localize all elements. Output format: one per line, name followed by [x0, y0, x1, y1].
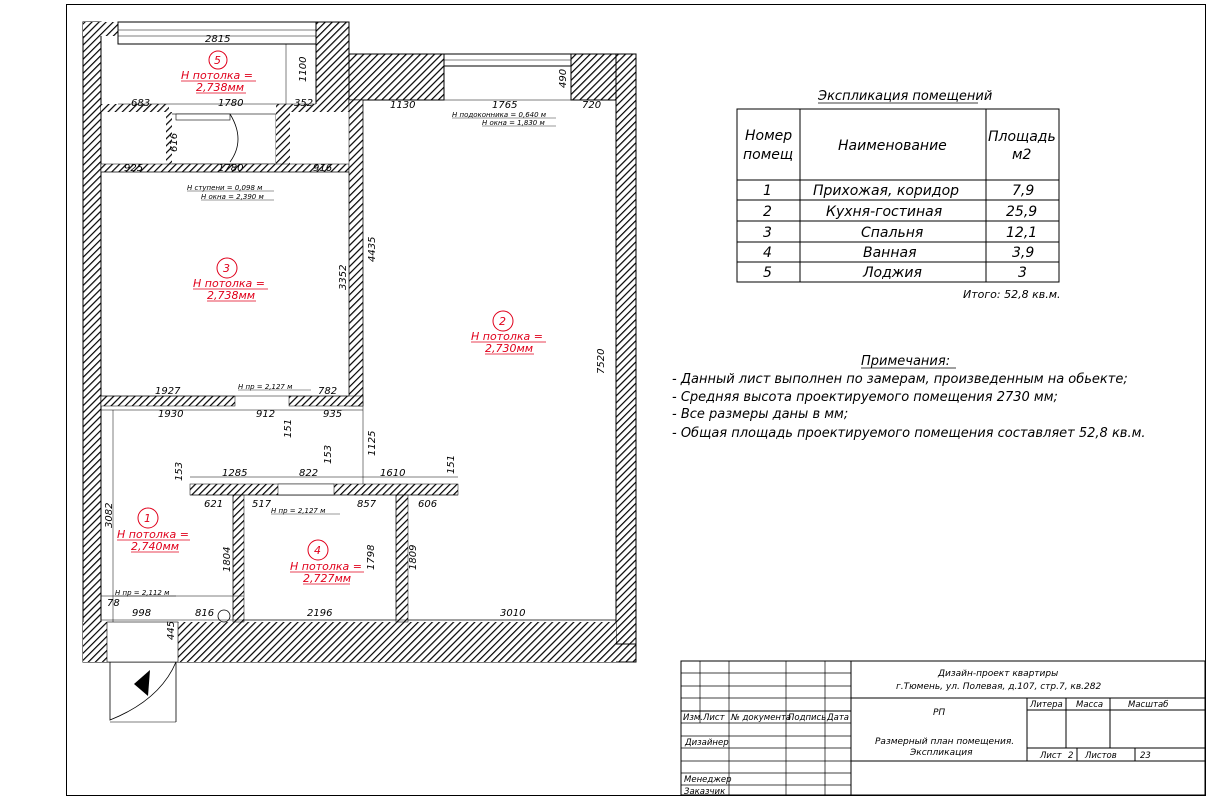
- dim-mid-151: 151: [283, 418, 294, 438]
- dim-bot-998: 998: [132, 608, 152, 619]
- dim-k-c: 720: [582, 100, 602, 111]
- notes: [672, 354, 1146, 441]
- dim-k-h1: 4435: [367, 236, 378, 262]
- row4-name: Ванная: [863, 245, 917, 261]
- stamp-col-date: Дата: [827, 713, 850, 723]
- wall-bed-right: [349, 100, 363, 406]
- wall-right: [616, 54, 636, 662]
- wall-bath-left: [233, 495, 244, 622]
- room-num-5: 5: [214, 54, 221, 67]
- row4-num: 4: [763, 245, 772, 261]
- room-label-2: [471, 311, 546, 355]
- dim-mid-b: 912: [256, 409, 276, 420]
- wall-bed-bottom-l: [101, 396, 235, 406]
- explication-total: Итого: 52,8 кв.м.: [963, 288, 1061, 301]
- row1-name: Прихожая, коридор: [813, 183, 960, 199]
- dim-p-153b: 153: [323, 444, 334, 464]
- entrance-arrow-icon: [134, 670, 150, 696]
- dim-k-b: 1765: [492, 100, 518, 111]
- room-height-label-5: H потолка =: [181, 69, 253, 82]
- wall-bottom-mid: [178, 622, 616, 662]
- stamp-litera: Литера: [1030, 700, 1063, 710]
- room-height-value-1: 2,740мм: [131, 540, 180, 553]
- dim-k-h2: 7520: [596, 348, 607, 374]
- note-opening-b: H пр = 2,127 м: [238, 383, 293, 391]
- wall-loggia-right: [316, 22, 349, 110]
- stamp-sheet-title-1: Размерный план помещения.: [875, 737, 1015, 747]
- stamp-customer: Заказчик: [684, 787, 726, 797]
- room-height-value-5: 2,738мм: [196, 81, 245, 94]
- dim-mid-1125: 1125: [367, 430, 378, 456]
- row1-area: 7,9: [1012, 183, 1035, 199]
- row3-name: Спальня: [861, 225, 924, 241]
- dim-bot-816: 816: [195, 608, 215, 619]
- dim-loggia-c: 352: [294, 98, 314, 109]
- dim-p-1610: 1610: [380, 468, 406, 479]
- title-block: [681, 661, 1205, 797]
- dim-door-616: 616: [169, 132, 180, 152]
- dim-bed-h: 3352: [338, 264, 349, 290]
- room-num-1: 1: [144, 512, 151, 525]
- col-header-number-2: помещ: [743, 147, 794, 163]
- dim-e-445: 445: [166, 620, 177, 640]
- room-height-label-1: H потолка =: [117, 528, 189, 541]
- wall-bath-right: [396, 495, 408, 622]
- wall-top-loggia: [83, 22, 118, 36]
- dim-b-857: 857: [357, 499, 377, 510]
- room-height-label-3: H потолка =: [193, 277, 265, 290]
- dim-b-517: 517: [252, 499, 272, 510]
- dim-bot-3010: 3010: [500, 608, 526, 619]
- col-header-area: Площадь: [988, 129, 1056, 145]
- note-sill: H подоконника = 0,640 м: [452, 111, 547, 119]
- stamp-col-list: Лист: [703, 713, 725, 723]
- dim-loggia-w: 2815: [205, 34, 231, 45]
- explication: [737, 89, 1061, 301]
- stamp-lists-label: Листов: [1085, 751, 1117, 761]
- room-label-5: [181, 51, 256, 94]
- dim-p-1285: 1285: [222, 468, 248, 479]
- dim-bed-bot-a: 1927: [155, 386, 181, 397]
- row1-num: 1: [763, 183, 772, 199]
- dim-b-621: 621: [204, 499, 224, 510]
- dim-hall-h: 3082: [104, 502, 115, 528]
- dim-p-822: 822: [299, 468, 319, 479]
- row3-area: 12,1: [1006, 225, 1038, 241]
- note-opening-bath: H пр = 2,127 м: [271, 507, 326, 515]
- loggia-door-frame: [169, 114, 276, 164]
- stamp-mass: Масса: [1076, 700, 1104, 710]
- room-label-4: [290, 540, 364, 585]
- room-num-4: 4: [314, 544, 321, 557]
- row2-name: Кухня-гостиная: [826, 204, 943, 220]
- wall-bottom-left: [83, 622, 107, 662]
- stamp-lists-num: 23: [1140, 751, 1151, 761]
- stamp-col-sign: Подпись: [788, 713, 827, 723]
- note-item-3: - Все размеры даны в мм;: [672, 407, 849, 422]
- dim-bed-bot-b: 782: [318, 386, 338, 397]
- dim-k-a: 1130: [390, 100, 416, 111]
- notes-title: Примечания:: [861, 354, 951, 369]
- dim-loggia-a: 683: [131, 98, 151, 109]
- col-header-name: Наименование: [838, 138, 947, 154]
- stamp-manager: Менеджер: [684, 775, 732, 785]
- note-item-2: - Средняя высота проектируемого помещения 2730 мм;: [672, 390, 1058, 405]
- note-step: H ступени = 0,098 м: [187, 184, 263, 192]
- row3-num: 3: [763, 225, 772, 241]
- row5-area: 3: [1018, 265, 1027, 281]
- room-num-2: 2: [499, 315, 506, 328]
- dim-loggia-h: 1100: [298, 56, 309, 82]
- room-height-value-3: 2,738мм: [207, 289, 256, 302]
- dim-mid-c: 935: [323, 409, 343, 420]
- room-num-3: 3: [223, 262, 230, 275]
- note-item-1: - Данный лист выполнен по замерам, произведенным на обьекте;: [672, 372, 1128, 387]
- dim-bed-a: 925: [124, 163, 144, 174]
- dim-b-606: 606: [418, 499, 438, 510]
- wall-bed-bottom-r: [289, 396, 363, 406]
- stamp-col-izm: Изм.: [683, 713, 703, 723]
- wall-top: [349, 54, 444, 100]
- stamp-designer: Дизайнер: [685, 738, 729, 748]
- dim-e-78: 78: [107, 598, 120, 609]
- stamp-col-doc: № документа: [731, 713, 792, 723]
- room-label-3: [193, 258, 268, 302]
- explication-title: Экспликация помещений: [818, 89, 993, 104]
- dim-bed-b: 1780: [218, 163, 244, 174]
- dim-bed-c: 916: [313, 163, 333, 174]
- room-height-label-2: H потолка =: [471, 330, 543, 343]
- note-window-k: H окна = 1,830 м: [482, 119, 545, 127]
- col-header-area-2: м2: [1012, 147, 1032, 163]
- stamp-sheet-title-2: Экспликация: [910, 748, 973, 758]
- stamp-list-label: Лист: [1040, 751, 1062, 761]
- dim-bot-2196: 2196: [307, 608, 333, 619]
- dim-c-1804: 1804: [222, 546, 233, 572]
- room-height-label-4: H потолка =: [290, 560, 362, 573]
- stamp-list-num: 2: [1068, 751, 1074, 761]
- dim-c-1798: 1798: [366, 544, 377, 570]
- row5-name: Лоджия: [863, 265, 922, 281]
- note-item-4: - Общая площадь проектируемого помещения составляет 52,8 кв.м.: [672, 426, 1146, 441]
- row2-num: 2: [763, 204, 772, 220]
- floor-plan: [83, 22, 636, 722]
- dim-c-1809: 1809: [408, 544, 419, 570]
- stamp-code: РП: [933, 708, 946, 718]
- row4-area: 3,9: [1012, 245, 1035, 261]
- wall-left: [83, 22, 101, 662]
- row5-num: 5: [763, 265, 772, 281]
- dim-p-153a: 153: [174, 461, 185, 481]
- dim-mid-a: 1930: [158, 409, 184, 420]
- stamp-address: г.Тюмень, ул. Полевая, д.107, стр.7, кв.282: [896, 682, 1102, 692]
- note-opening-hall: H пр = 2,112 м: [115, 589, 170, 597]
- room-height-value-2: 2,730мм: [485, 342, 534, 355]
- dim-k-win: 490: [558, 68, 569, 88]
- row2-area: 25,9: [1006, 204, 1038, 220]
- stamp-scale: Масштаб: [1128, 700, 1169, 710]
- room-height-value-4: 2,727мм: [303, 572, 352, 585]
- stamp-project: Дизайн-проект квартиры: [938, 669, 1059, 679]
- room-label-1: [117, 508, 190, 553]
- dim-loggia-b: 1780: [218, 98, 244, 109]
- dim-p-151: 151: [446, 454, 457, 474]
- note-window-b: H окна = 2,390 м: [201, 193, 264, 201]
- col-header-number: Номер: [745, 128, 793, 144]
